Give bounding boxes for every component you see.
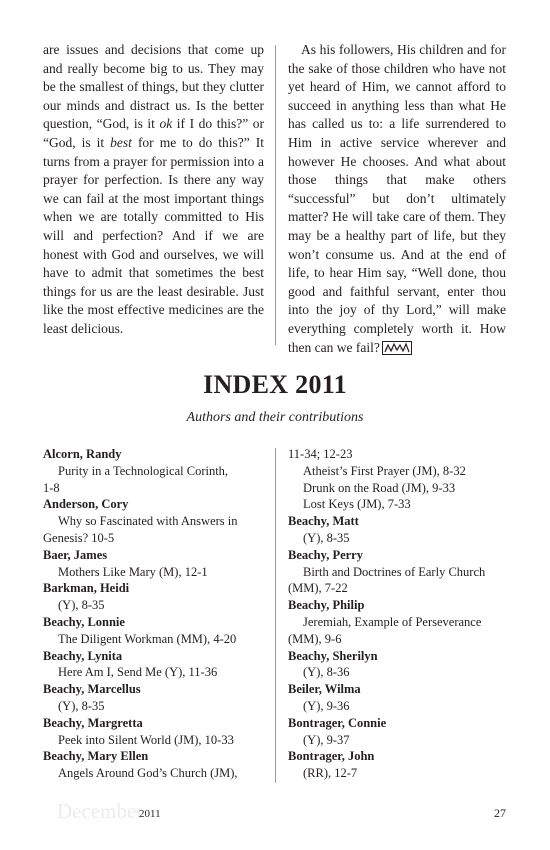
index-entry bbox=[288, 597, 510, 647]
index-contribution: Angels Around God’s Church (JM), bbox=[58, 766, 238, 781]
index-contribution: Birth and Doctrines of Early Church bbox=[303, 564, 486, 579]
index-contribution: (Y), 9-37 bbox=[303, 732, 350, 747]
index-contribution: Why so Fascinated with Answers in bbox=[58, 514, 238, 529]
index-right-entries bbox=[288, 513, 510, 782]
index-left-column bbox=[43, 446, 265, 782]
index-author: Bontrager, John bbox=[288, 749, 375, 764]
column-divider-top bbox=[275, 45, 276, 345]
index-entry bbox=[43, 681, 265, 715]
index-right-column bbox=[288, 446, 510, 782]
index-author: Beachy, Lynita bbox=[43, 648, 123, 663]
index-contribution-continued: Genesis? 10-5 bbox=[43, 530, 115, 545]
index-contribution-continued: (MM), 9-6 bbox=[288, 631, 342, 646]
index-continuation: 11-34; 12-23 bbox=[288, 447, 353, 461]
index-author: Anderson, Cory bbox=[43, 497, 129, 512]
index-entry bbox=[43, 496, 265, 546]
index-contribution: (Y), 8-36 bbox=[303, 665, 350, 680]
index-author: Beachy, Mary Ellen bbox=[43, 749, 149, 764]
index-entry bbox=[43, 648, 265, 682]
index-author: Beachy, Matt bbox=[288, 514, 359, 529]
index-entry bbox=[43, 547, 265, 581]
index-contribution-continued: 1-8 bbox=[43, 480, 60, 495]
page-number: 27 bbox=[494, 806, 506, 820]
index-entry bbox=[43, 614, 265, 648]
index-contribution: Drunk on the Road (JM), 9-33 bbox=[303, 480, 456, 495]
index-contribution: (Y), 8-35 bbox=[58, 698, 105, 713]
index-contribution-continued: (MM), 7-22 bbox=[288, 581, 348, 596]
article-left-column bbox=[43, 41, 264, 339]
index-author: Beiler, Wilma bbox=[288, 682, 361, 697]
footer-year: 2011 bbox=[139, 808, 161, 820]
column-divider-index bbox=[275, 448, 276, 783]
index-contribution: Mothers Like Mary (M), 12-1 bbox=[58, 564, 208, 579]
index-author: Bontrager, Connie bbox=[288, 715, 387, 730]
index-contribution: (Y), 8-35 bbox=[58, 598, 105, 613]
index-continuation-lines bbox=[288, 463, 510, 513]
index-author: Alcorn, Randy bbox=[43, 447, 122, 461]
article-right-text: As his followers, His children and for the sake of those children who have not yet heard of Him, we cannot afford to succeed in anything less than what He has called us to: a life surrendered to Him in active service wherever and however He chooses. And what about those things that make others “successful” but don’t ultimately matter? He will take care of them. They may be a healthy part of life, but they won’t consume us. And at the end of life, to hear Him say, “Well done, thou good and faithful servant, enter thou into the joy of thy Lord,” will make everything completely worth it. How then can we fail? bbox=[288, 42, 506, 355]
ornament-end-icon bbox=[382, 341, 412, 355]
index-contribution: Purity in a Technological Corinth, bbox=[58, 463, 229, 478]
index-contribution: Atheist’s First Prayer (JM), 8-32 bbox=[303, 463, 466, 478]
index-entry bbox=[43, 715, 265, 749]
index-contribution: Lost Keys (JM), 7-33 bbox=[303, 497, 411, 512]
index-author: Beachy, Sherilyn bbox=[288, 648, 378, 663]
index-entry bbox=[43, 446, 265, 496]
index-author: Beachy, Philip bbox=[288, 598, 365, 613]
article-left-paragraph: are issues and decisions that come up and really become big to us. They may be the smallest of things, but they clutter our minds and distract us. Is the better question, “God, is it ok if I do this?” or “God, is it best for me to do this?” It turns from a prayer for permission into a prayer for perfection. Is there any way we can fail at the most important things when we are totally committed to His will and perfection? And if we are honest with God and ourselves, we will have to admit that sometimes the best things for us are the least desirable. Just like the most effective medicines are the least delicious. bbox=[43, 42, 264, 336]
index-entry bbox=[288, 715, 510, 749]
index-contribution: The Diligent Workman (MM), 4-20 bbox=[58, 631, 237, 646]
index-author: Beachy, Lonnie bbox=[43, 614, 125, 629]
index-author: Beachy, Marcellus bbox=[43, 682, 141, 697]
index-contribution: Jeremiah, Example of Perseverance bbox=[303, 614, 482, 629]
index-contribution: (Y), 9-36 bbox=[303, 698, 350, 713]
index-title: INDEX 2011 bbox=[203, 370, 347, 399]
index-author: Beachy, Perry bbox=[288, 547, 363, 562]
index-author: Baer, James bbox=[43, 547, 108, 562]
index-entry bbox=[288, 681, 510, 715]
index-author: Beachy, Margretta bbox=[43, 715, 143, 730]
index-entry bbox=[288, 748, 510, 782]
index-entry bbox=[288, 648, 510, 682]
article-right-column bbox=[288, 41, 506, 357]
index-entry bbox=[43, 580, 265, 614]
index-author: Barkman, Heidi bbox=[43, 581, 130, 596]
article-right-paragraph bbox=[288, 41, 506, 357]
footer-month: December bbox=[57, 799, 144, 823]
index-entry bbox=[288, 513, 510, 547]
index-contribution: Peek into Silent World (JM), 10-33 bbox=[58, 732, 234, 747]
index-contribution: (Y), 8-35 bbox=[303, 530, 350, 545]
index-entry bbox=[43, 748, 265, 782]
index-entry bbox=[288, 547, 510, 597]
index-subtitle: Authors and their contributions bbox=[186, 410, 364, 425]
index-contribution: Here Am I, Send Me (Y), 11-36 bbox=[58, 665, 218, 680]
index-contribution: (RR), 12-7 bbox=[303, 766, 358, 781]
